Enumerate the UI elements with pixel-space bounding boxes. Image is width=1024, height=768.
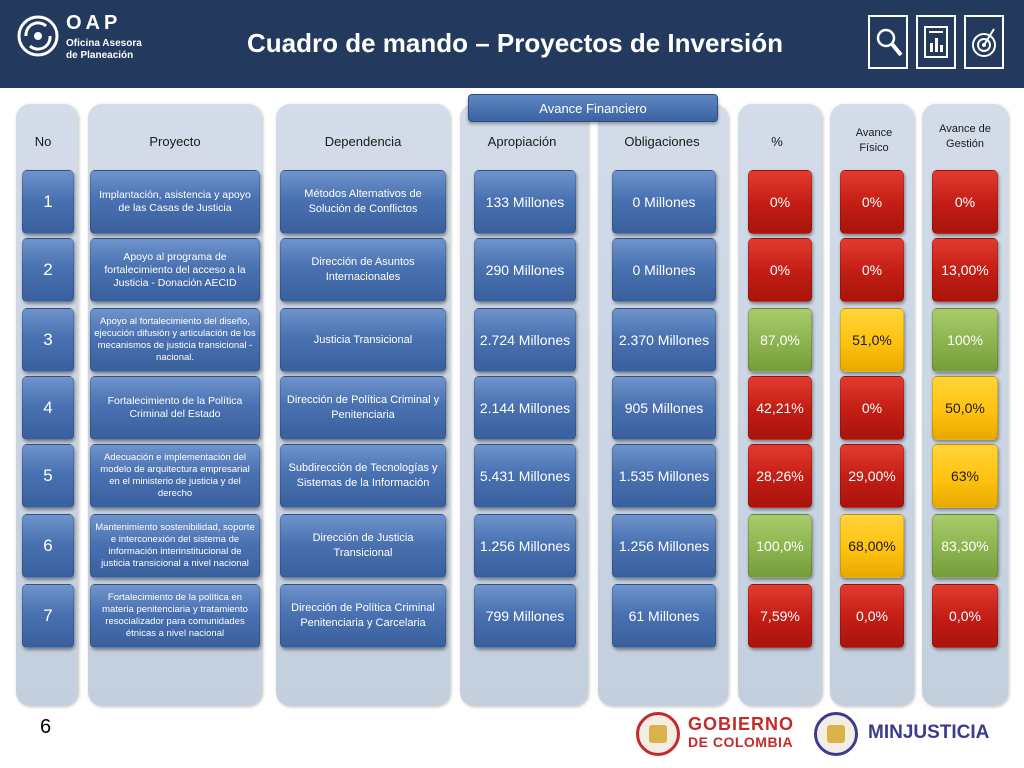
row-number: 4	[22, 376, 74, 440]
gestion-cell: 83,30%	[932, 514, 998, 578]
obligaciones-cell: 0 Millones	[612, 170, 716, 234]
row-number: 2	[22, 238, 74, 302]
gobierno-logo	[636, 712, 806, 756]
fisico-cell: 0%	[840, 238, 904, 302]
pct-cell: 87,0%	[748, 308, 812, 372]
dependencia-cell: Dirección de Política Criminal Penitenciaria y Carcelaria	[280, 584, 446, 648]
gestion-cell: 50,0%	[932, 376, 998, 440]
apropiacion-cell: 133 Millones	[474, 170, 576, 234]
header-apropiacion: Apropiación	[487, 134, 557, 149]
obligaciones-cell: 1.256 Millones	[612, 514, 716, 578]
page-title: Cuadro de mando – Proyectos de Inversión	[246, 28, 784, 58]
apropiacion-cell: 5.431 Millones	[474, 444, 576, 508]
header-gestion: Avance de Gestión	[939, 123, 991, 150]
obligaciones-cell: 1.535 Millones	[612, 444, 716, 508]
gestion-cell: 0%	[932, 170, 998, 234]
gestion-cell: 13,00%	[932, 238, 998, 302]
project-cell: Apoyo al fortalecimiento del diseño, ejecución difusión y articulación de los mecanismos de justicia transicional - nacional.	[90, 308, 260, 372]
fisico-cell: 0%	[840, 376, 904, 440]
avance-financiero-label: Avance Financiero	[468, 94, 718, 122]
pct-cell: 0%	[748, 238, 812, 302]
gestion-cell: 0,0%	[932, 584, 998, 648]
oap-logo	[16, 12, 142, 72]
pct-cell: 7,59%	[748, 584, 812, 648]
de-colombia-text: DE COLOMBIA	[688, 734, 794, 750]
project-cell: Apoyo al programa de fortalecimiento del acceso a la Justicia - Donación AECID	[90, 238, 260, 302]
pct-cell: 100,0%	[748, 514, 812, 578]
project-cell: Implantación, asistencia y apoyo de las Casas de Justicia	[90, 170, 260, 234]
header-dependencia: Dependencia	[324, 134, 402, 149]
apropiacion-cell: 799 Millones	[474, 584, 576, 648]
obligaciones-cell: 0 Millones	[612, 238, 716, 302]
logo-oap-text: OAP	[66, 12, 122, 34]
dependencia-cell: Justicia Transicional	[280, 308, 446, 372]
page-number: 6	[40, 716, 52, 738]
minjusticia-logo	[814, 712, 1004, 756]
dependencia-cell: Dirección de Justicia Transicional	[280, 514, 446, 578]
header-obligaciones: Obligaciones	[624, 134, 700, 149]
fisico-cell: 29,00%	[840, 444, 904, 508]
fisico-cell: 68,00%	[840, 514, 904, 578]
fisico-cell: 0,0%	[840, 584, 904, 648]
header-fisico: Avance Físico	[855, 127, 893, 154]
apropiacion-cell: 290 Millones	[474, 238, 576, 302]
row-number: 1	[22, 170, 74, 234]
minjusticia-text: MINJUSTICIA	[868, 722, 990, 743]
header-pct: %	[771, 134, 783, 149]
report-chart-icon[interactable]	[916, 15, 956, 69]
obligaciones-cell: 2.370 Millones	[612, 308, 716, 372]
row-number: 6	[22, 514, 74, 578]
logo-subtitle: Oficina Asesora de Planeación	[66, 38, 142, 61]
apropiacion-cell: 2.724 Millones	[474, 308, 576, 372]
row-number: 3	[22, 308, 74, 372]
dependencia-cell: Subdirección de Tecnologías y Sistemas de la Información	[280, 444, 446, 508]
header-proyecto: Proyecto	[149, 134, 201, 149]
project-cell: Fortalecimiento de la Política Criminal del Estado	[90, 376, 260, 440]
dependencia-cell: Dirección de Asuntos Internacionales	[280, 238, 446, 302]
obligaciones-cell: 905 Millones	[612, 376, 716, 440]
fisico-cell: 51,0%	[840, 308, 904, 372]
apropiacion-cell: 2.144 Millones	[474, 376, 576, 440]
target-icon[interactable]	[964, 15, 1004, 69]
gestion-cell: 63%	[932, 444, 998, 508]
obligaciones-cell: 61 Millones	[612, 584, 716, 648]
row-number: 5	[22, 444, 74, 508]
apropiacion-cell: 1.256 Millones	[474, 514, 576, 578]
colombia-seal-icon	[636, 712, 680, 756]
dependencia-cell: Dirección de Política Criminal y Penitenciaria	[280, 376, 446, 440]
oap-swirl-icon	[16, 14, 60, 58]
minjusticia-seal-icon	[814, 712, 858, 756]
fisico-cell: 0%	[840, 170, 904, 234]
gestion-cell: 100%	[932, 308, 998, 372]
magnifier-icon[interactable]	[868, 15, 908, 69]
header-bar	[0, 0, 1024, 88]
project-cell: Fortalecimiento de la política en materia penitenciaria y tratamiento resocializador para comunidades étnicas a nivel nacional	[90, 584, 260, 648]
gobierno-text: GOBIERNO	[688, 714, 795, 734]
project-cell: Adecuación e implementación del modelo de arquitectura empresarial en el ministerio de justicia y del derecho	[90, 444, 260, 508]
row-number: 7	[22, 584, 74, 648]
dependencia-cell: Métodos Alternativos de Solución de Conflictos	[280, 170, 446, 234]
pct-cell: 28,26%	[748, 444, 812, 508]
project-cell: Mantenimiento sostenibilidad, soporte e interconexión del sistema de información interinstitucional de justicia transicional a nivel nacional	[90, 514, 260, 578]
pct-cell: 42,21%	[748, 376, 812, 440]
header-no: No	[34, 134, 52, 149]
pct-cell: 0%	[748, 170, 812, 234]
